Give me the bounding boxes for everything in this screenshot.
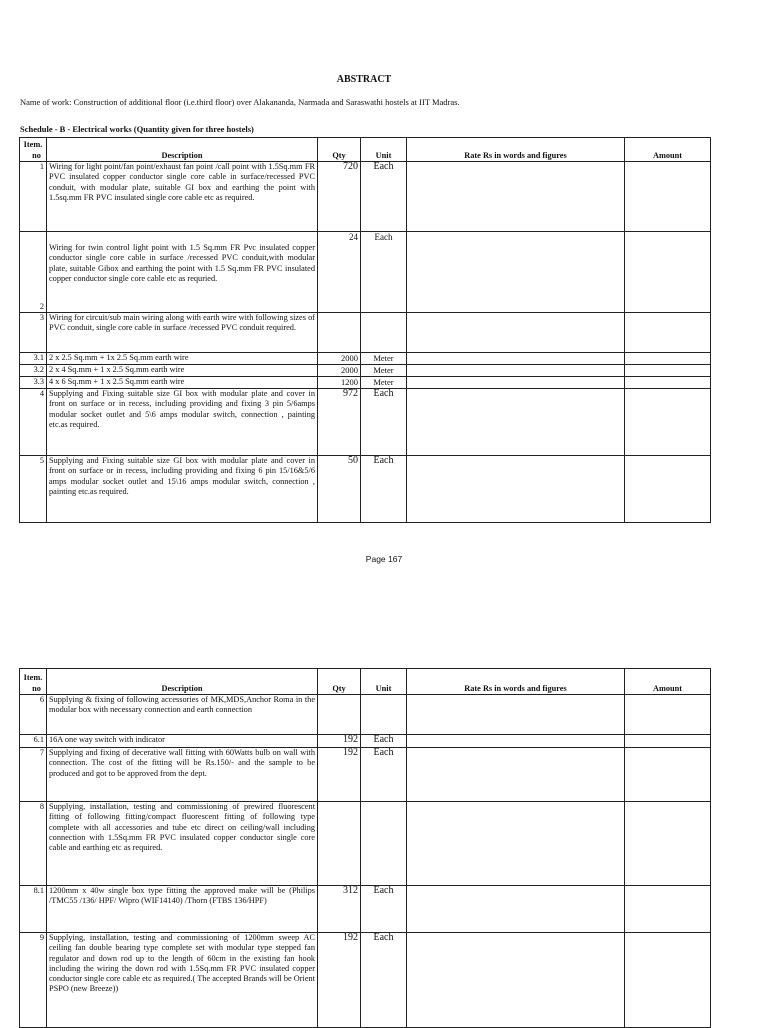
page-number: Page 167: [365, 554, 403, 564]
rate-cell: [407, 802, 625, 886]
item-unit: Each: [361, 886, 407, 933]
amount-cell: [625, 748, 711, 802]
amount-cell: [625, 735, 711, 748]
item-no: 7: [20, 748, 47, 802]
item-unit: Each: [361, 933, 407, 1028]
table-row: [20, 933, 711, 1028]
item-no: 5: [20, 456, 47, 523]
item-qty: [318, 802, 361, 886]
table-row: [20, 353, 711, 365]
rate-cell: [407, 162, 625, 232]
table-header-row: [20, 138, 711, 162]
item-description: Supplying and Fixing suitable size GI box with modular plate and cover in front on surface or in recess, including providing and fixing 6 pin 15/16&5/6 amps modular socket outlet and 15\16 amps modular switch, connection , painting etc.as required.: [47, 456, 318, 523]
item-description: 2 x 4 Sq.mm + 1 x 2.5 Sq.mm earth wire: [47, 365, 318, 377]
table-row: [20, 365, 711, 377]
item-qty: 972: [318, 389, 361, 456]
amount-cell: [625, 377, 711, 389]
rate-cell: [407, 232, 625, 313]
item-qty: 50: [318, 456, 361, 523]
table-row: [20, 802, 711, 886]
table-row: [20, 377, 711, 389]
header-amount: Amount: [625, 138, 711, 162]
item-unit: Each: [361, 389, 407, 456]
item-description: 16A one way switch with indicator: [47, 735, 318, 748]
table-row: [20, 313, 711, 353]
item-unit: Meter: [361, 377, 407, 389]
item-qty: 1200: [318, 377, 361, 389]
rate-cell: [407, 313, 625, 353]
amount-cell: [625, 695, 711, 735]
table-row: [20, 735, 711, 748]
amount-cell: [625, 886, 711, 933]
doc-title: ABSTRACT: [336, 74, 392, 85]
item-no: 3: [20, 313, 47, 353]
rate-cell: [407, 695, 625, 735]
amount-cell: [625, 313, 711, 353]
item-qty: 192: [318, 735, 361, 748]
header-unit: Unit: [361, 138, 407, 162]
rate-cell: [407, 377, 625, 389]
header-unit: Unit: [361, 669, 407, 695]
amount-cell: [625, 456, 711, 523]
schedule-heading: Schedule - B - Electrical works (Quantity given for three hostels): [20, 124, 254, 134]
item-description: Supplying, installation, testing and commissioning of 1200mm sweep AC ceiling fan double bearing type complete set with modular type stepped fan regulator and down rod up to the length of 60cm in the existing fan hook including the wiring the down rod with 1.5Sq.mm FR PVC insulated copper conductor single core cable etc as required.( The accepted Brands will be Orient PSPO (new Breeze)): [47, 933, 318, 1028]
amount-cell: [625, 162, 711, 232]
item-no: 1: [20, 162, 47, 232]
amount-cell: [625, 933, 711, 1028]
amount-cell: [625, 389, 711, 456]
item-qty: 24: [318, 232, 361, 313]
item-qty: 2000: [318, 353, 361, 365]
table-header-row: [20, 669, 711, 695]
item-no: 6: [20, 695, 47, 735]
header-description: Description: [47, 138, 318, 162]
item-no: 3.1: [20, 353, 47, 365]
table-row: [20, 695, 711, 735]
item-no: 3.3: [20, 377, 47, 389]
rate-cell: [407, 748, 625, 802]
item-description: Wiring for twin control light point with 1.5 Sq.mm FR Pvc insulated copper conductor single core cable in surface /recessed PVC conduit,with modular plate, suitable Gibox and earthing the point with 1.5 Sq.mm FR PVC insulated copper conductor single core cable etc as requried.: [47, 232, 318, 313]
amount-cell: [625, 365, 711, 377]
item-unit: Each: [361, 748, 407, 802]
item-qty: 720: [318, 162, 361, 232]
header-item-no: Item. no: [20, 669, 47, 695]
item-description: Supplying and fixing of decerative wall fitting with 60Watts bulb on wall with connection. The cost of the fitting will be Rs.150/- and the sample to be produced and got to be approved from the dept.: [47, 748, 318, 802]
item-unit: Each: [361, 735, 407, 748]
rate-cell: [407, 886, 625, 933]
item-no: 8.1: [20, 886, 47, 933]
item-unit: Meter: [361, 353, 407, 365]
boq-table-1: [19, 137, 711, 523]
rate-cell: [407, 365, 625, 377]
item-qty: [318, 695, 361, 735]
item-description: 1200mm x 40w single box type fitting the approved make will be (Philips /TMC55 /136/ HPF/ Wipro (WIF14140) /Thorn (FTBS 136/HPF): [47, 886, 318, 933]
item-description: Supplying and Fixing suitable size GI box with modular plate and cover in front on surface or in recess, including providing and fixing 3 pin 5/6amps modular socket outlet and 5\6 amps modular switch, connection , painting etc.as required.: [47, 389, 318, 456]
table-row: [20, 748, 711, 802]
header-qty: Qty: [318, 138, 361, 162]
table-row: [20, 232, 711, 313]
item-no: 9: [20, 933, 47, 1028]
item-qty: 2000: [318, 365, 361, 377]
item-description: Wiring for light point/fan point/exhaust fan point /call point with 1.5Sq.mm FR PVC insulated copper conductor single core cable in surface/recessed PVC conduit, with modular plate, suitable GI box and earthing the point with 1.5sq.mm FR PVC insulated single core cable etc as required.: [47, 162, 318, 232]
rate-cell: [407, 456, 625, 523]
item-unit: [361, 802, 407, 886]
header-description: Description: [47, 669, 318, 695]
rate-cell: [407, 933, 625, 1028]
name-of-work: Name of work: Construction of additional floor (i.e.third floor) over Alakananda, Narmada and Saraswathi hostels at IIT Madras.: [20, 97, 460, 107]
header-rate: Rate Rs in words and figures: [407, 138, 625, 162]
item-unit: [361, 313, 407, 353]
item-unit: Each: [361, 232, 407, 313]
item-unit: Each: [361, 456, 407, 523]
item-unit: Each: [361, 162, 407, 232]
table-row: [20, 456, 711, 523]
header-qty: Qty: [318, 669, 361, 695]
boq-table-2: [19, 668, 711, 1028]
item-qty: 192: [318, 933, 361, 1028]
item-qty: 312: [318, 886, 361, 933]
item-description: Wiring for circuit/sub main wiring along with earth wire with following sizes of PVC conduit, single core cable in surface /recessed PVC conduit required.: [47, 313, 318, 353]
header-amount: Amount: [625, 669, 711, 695]
rate-cell: [407, 353, 625, 365]
item-qty: 192: [318, 748, 361, 802]
item-description: 4 x 6 Sq.mm + 1 x 2.5 Sq.mm earth wire: [47, 377, 318, 389]
item-no: 4: [20, 389, 47, 456]
header-rate: Rate Rs in words and figures: [407, 669, 625, 695]
item-description: Supplying, installation, testing and commissioning of prewired fluorescent fitting of following fitting/compact fluorescent fitting of following type complete with all accessories and tube etc direct on ceiling/wall including connection with 1.5Sq.mm FR PVC insulated copper conductor single core cable and earthing etc as required.: [47, 802, 318, 886]
table-row: [20, 389, 711, 456]
table-row: [20, 886, 711, 933]
item-no: 2: [20, 232, 47, 313]
item-no: 3.2: [20, 365, 47, 377]
amount-cell: [625, 232, 711, 313]
amount-cell: [625, 353, 711, 365]
item-description: 2 x 2.5 Sq.mm + 1x 2.5 Sq.mm earth wire: [47, 353, 318, 365]
header-item-no: Item. no: [20, 138, 47, 162]
amount-cell: [625, 802, 711, 886]
rate-cell: [407, 735, 625, 748]
item-no: 8: [20, 802, 47, 886]
item-no: 6.1: [20, 735, 47, 748]
item-unit: [361, 695, 407, 735]
item-qty: [318, 313, 361, 353]
table-row: [20, 162, 711, 232]
item-description: Supplying & fixing of following accessories of MK,MDS,Anchor Roma in the modular box with necessary connection and earth connection: [47, 695, 318, 735]
item-unit: Meter: [361, 365, 407, 377]
rate-cell: [407, 389, 625, 456]
